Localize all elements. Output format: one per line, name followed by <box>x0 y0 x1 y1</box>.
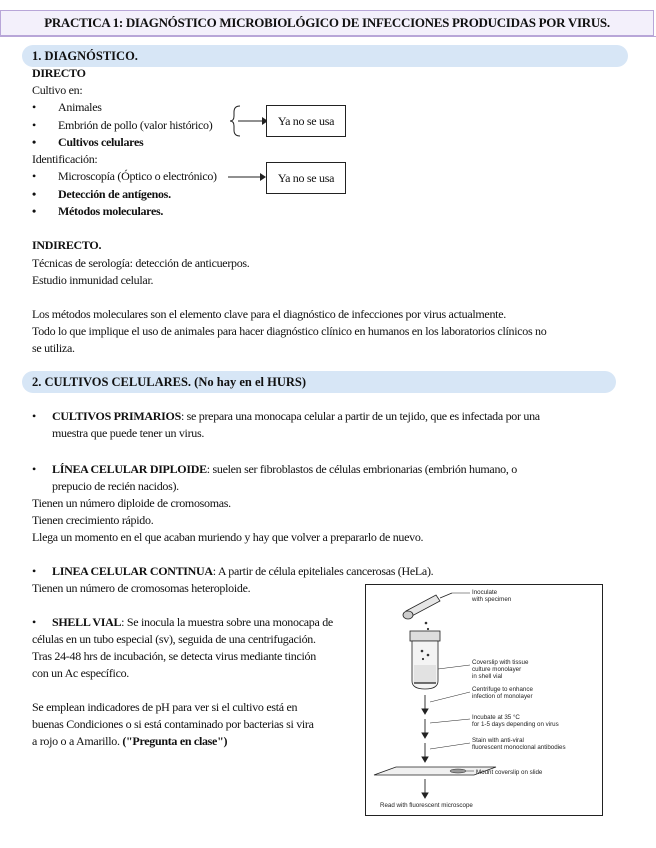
section-1-heading <box>22 45 628 67</box>
page-title <box>0 10 654 36</box>
fig-label-incubate: Incubate at 35 °C <box>472 714 520 721</box>
fig-label-mount: Mount coverslip on slide <box>476 769 543 776</box>
vial-icon <box>410 631 440 689</box>
fig-label-infection: infection of monolayer <box>472 693 533 700</box>
fig-label-shell-vial: in shell vial <box>472 673 503 680</box>
fig-label-coverslip: Coverslip with tissue <box>472 659 529 666</box>
shell-line-3: Tras 24-48 hrs de incubación, se detecta virus mediante tinción <box>32 649 316 663</box>
note-line-3: se utiliza. <box>32 341 75 355</box>
title-divider <box>0 36 656 37</box>
shell-line-1: • SHELL VIAL: Se inocula la muestra sobre una monocapa de <box>32 615 333 629</box>
note-line-1: Los métodos moleculares son el elemento clave para el diagnóstico de infecciones por virus actualmente. <box>32 307 506 321</box>
shell-vial-diagram <box>366 585 602 815</box>
fig-label-days: for 1-5 days depending on virus <box>472 721 559 728</box>
fig-label-read: Read with fluorescent microscope <box>380 802 473 809</box>
ph-line-3: a rojo o a Amarillo. ("Pregunta en clase") <box>32 734 228 748</box>
shell-line-2: células en un tubo especial (sv), seguida de una centrifugación. <box>32 632 316 646</box>
continua-line-2: Tienen un número de cromosomas heteroploide. <box>32 581 251 595</box>
flow-arrows <box>422 695 428 798</box>
primarios-line-1: • CULTIVOS PRIMARIOS: se prepara una monocapa celular a partir de un tejido, que es infectada por una <box>32 409 540 423</box>
diploide-line-5: Llega un momento en el que acaban muriendo y hay que volver a prepararlo de nuevo. <box>32 530 424 544</box>
continua-line-1: • LINEA CELULAR CONTINUA: A partir de célula epiteliales cancerosas (HeLa). <box>32 564 434 578</box>
primarios-line-2: muestra que puede tener un virus. <box>52 426 205 440</box>
pipette-icon <box>403 593 452 630</box>
brace-arrow-1 <box>230 104 270 138</box>
ident-item-moleculares: • Métodos moleculares. <box>32 204 164 218</box>
diploide-line-4: Tienen crecimiento rápido. <box>32 513 154 527</box>
fig-label-culture: culture monolayer <box>472 666 522 673</box>
cultivo-en: Cultivo en: <box>32 83 83 97</box>
section-2-heading <box>22 371 616 393</box>
identificacion-label: Identificación: <box>32 152 98 166</box>
ident-item-microscopia: • Microscopía (Óptico o electrónico) <box>32 169 217 183</box>
indirecto-line-1: Técnicas de serología: detección de anticuerpos. <box>32 256 250 270</box>
indirecto-label: INDIRECTO. <box>32 238 102 252</box>
diploide-line-3: Tienen un número diploide de cromosomas. <box>32 496 231 510</box>
section-2-heading-text: 2. CULTIVOS CELULARES. (No hay en el HURS) <box>32 374 306 389</box>
diploide-line-2: prepucio de recién nacidos). <box>52 479 179 493</box>
fig-label-stain: Stain with anti-viral <box>472 737 524 744</box>
ya-no-se-usa-box-1: Ya no se usa <box>266 105 346 137</box>
section-1-heading-text: 1. DIAGNÓSTICO. <box>32 48 138 63</box>
ya-no-se-usa-box-2: Ya no se usa <box>266 162 346 194</box>
shell-vial-figure <box>365 584 603 816</box>
fig-label-antibodies: fluorescent monoclonal antibodies <box>472 744 566 751</box>
fig-label-centrifuge: Centrifuge to enhance <box>472 686 533 693</box>
arrow-2 <box>228 170 268 184</box>
fig-label-specimen: with specimen <box>472 596 512 603</box>
directo-label: DIRECTO <box>32 66 86 80</box>
cultivo-item-animales: • Animales <box>32 100 102 114</box>
fig-label-inoculate: Inoculate <box>472 589 498 596</box>
diploide-line-1: • LÍNEA CELULAR DIPLOIDE: suelen ser fibroblastos de células embrionarias (embrión humano, o <box>32 462 517 476</box>
ph-line-2: buenas Condiciones o si está contaminado por bacterias si vira <box>32 717 314 731</box>
indirecto-line-2: Estudio inmunidad celular. <box>32 273 154 287</box>
shell-line-4: con un Ac específico. <box>32 666 129 680</box>
note-line-2: Todo lo que implique el uso de animales para hacer diagnóstico clínico en humanos en los laboratorios clínicos no <box>32 324 547 338</box>
page-title-text: PRACTICA 1: DIAGNÓSTICO MICROBIOLÓGICO DE INFECCIONES PRODUCIDAS POR VIRUS. <box>44 15 610 30</box>
ph-line-1: Se emplean indicadores de pH para ver si el cultivo está en <box>32 700 298 714</box>
ident-item-antigenos: • Detección de antígenos. <box>32 187 171 201</box>
cultivo-item-celulares: • Cultivos celulares <box>32 135 144 149</box>
cultivo-item-embrion: • Embrión de pollo (valor histórico) <box>32 118 213 132</box>
